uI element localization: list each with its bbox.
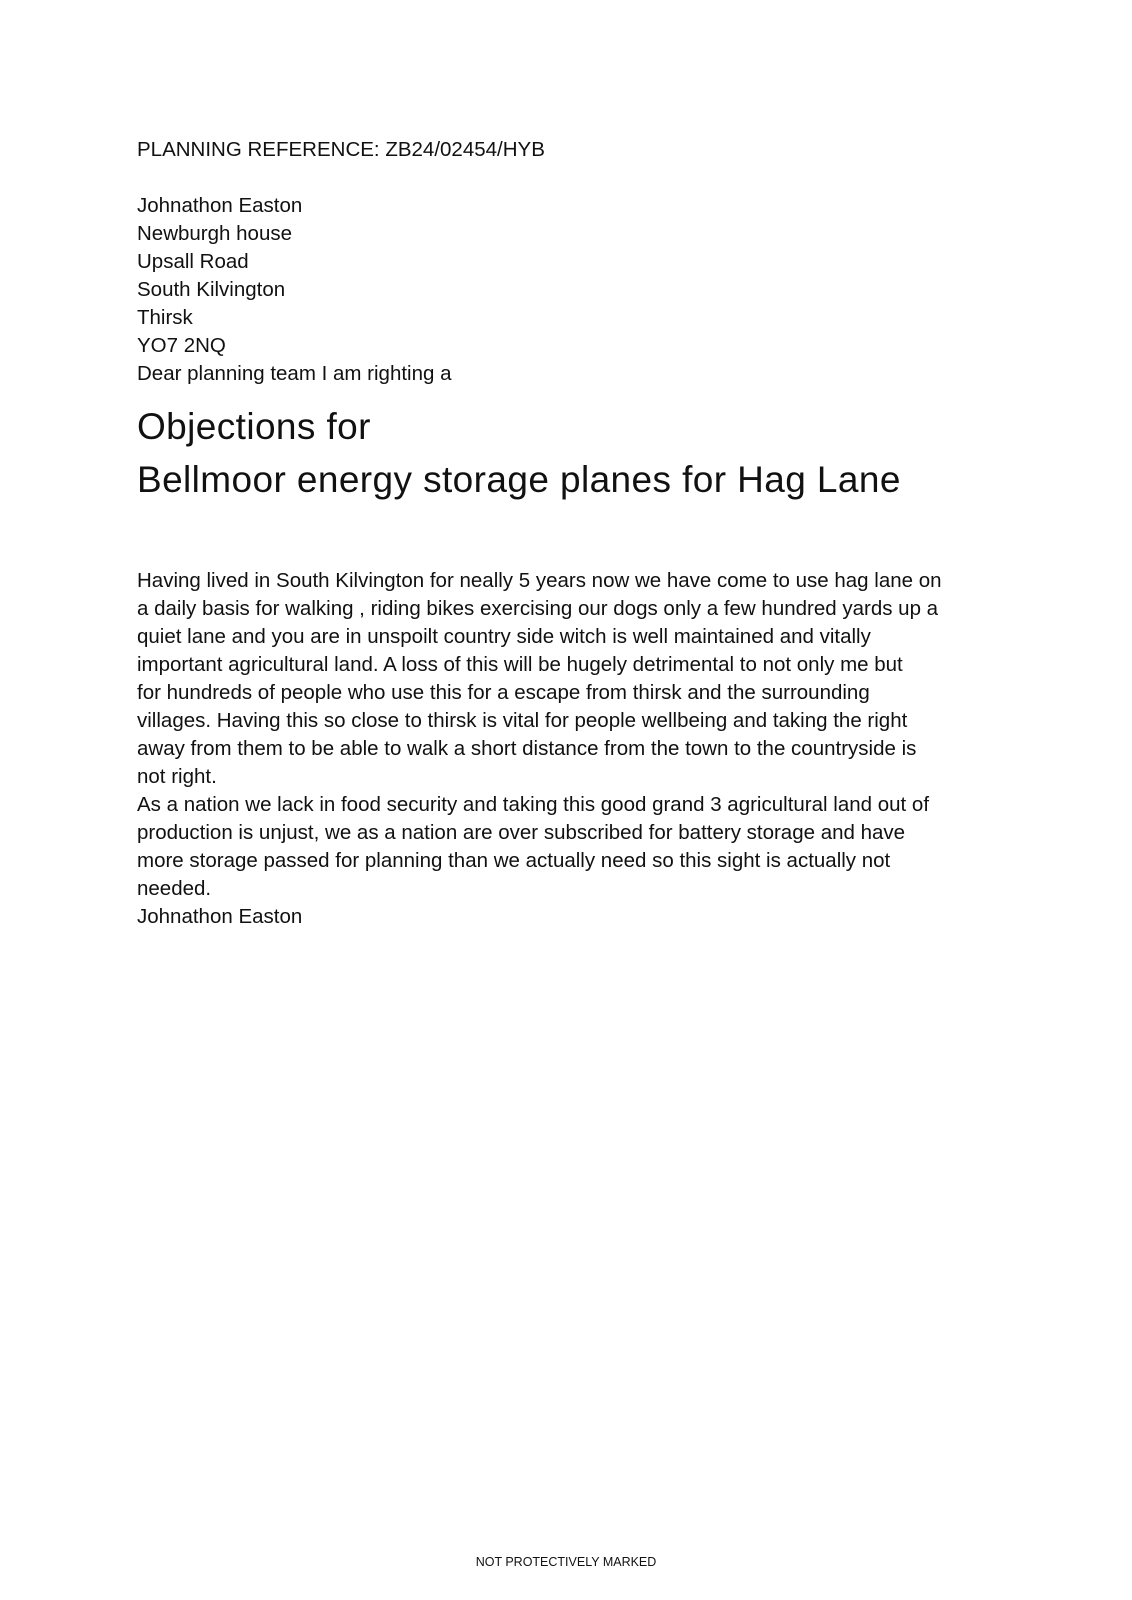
letter-content: [137, 136, 1007, 931]
address-line: YO7 2NQ: [137, 334, 226, 357]
planning-reference: PLANNING REFERENCE: ZB24/02454/HYB: [137, 138, 545, 161]
body-line: away from them to be able to walk a short distance from the town to the countryside is: [137, 737, 917, 760]
body-line: production is unjust, we as a nation are over subscribed for battery storage and have: [137, 821, 906, 844]
salutation-line: Dear planning team I am righting a: [137, 362, 452, 385]
signature-name: Johnathon Easton: [137, 905, 303, 928]
body-line: a daily basis for walking , riding bikes exercising our dogs only a few hundred yards up a: [137, 597, 939, 620]
body-line: villages. Having this so close to thirsk is vital for people wellbeing and taking the right: [137, 709, 908, 732]
letter-body: [137, 567, 1007, 931]
classification-footer: NOT PROTECTIVELY MARKED: [475, 1555, 657, 1569]
letter-heading: [137, 400, 1007, 506]
body-line: needed.: [137, 877, 212, 900]
body-line: more storage passed for planning than we actually need so this sight is actually not: [137, 849, 891, 872]
address-line: Thirsk: [137, 306, 193, 329]
body-line: for hundreds of people who use this for a escape from thirsk and the surrounding: [137, 681, 870, 704]
heading-line: Objections for: [137, 406, 371, 447]
address-line: South Kilvington: [137, 278, 286, 301]
address-line: Upsall Road: [137, 250, 249, 273]
sender-address-block: [137, 192, 1007, 388]
body-line: quiet lane and you are in unspoilt country side witch is well maintained and vitally: [137, 625, 871, 648]
heading-line: Bellmoor energy storage planes for Hag Lane: [137, 459, 901, 500]
body-line: important agricultural land. A loss of this will be hugely detrimental to not only me but: [137, 653, 903, 676]
body-line: As a nation we lack in food security and taking this good grand 3 agricultural land out of: [137, 793, 930, 816]
body-line: Having lived in South Kilvington for neally 5 years now we have come to use hag lane on: [137, 569, 942, 592]
address-line: Johnathon Easton: [137, 194, 303, 217]
body-line: not right.: [137, 765, 217, 788]
address-line: Newburgh house: [137, 222, 292, 245]
